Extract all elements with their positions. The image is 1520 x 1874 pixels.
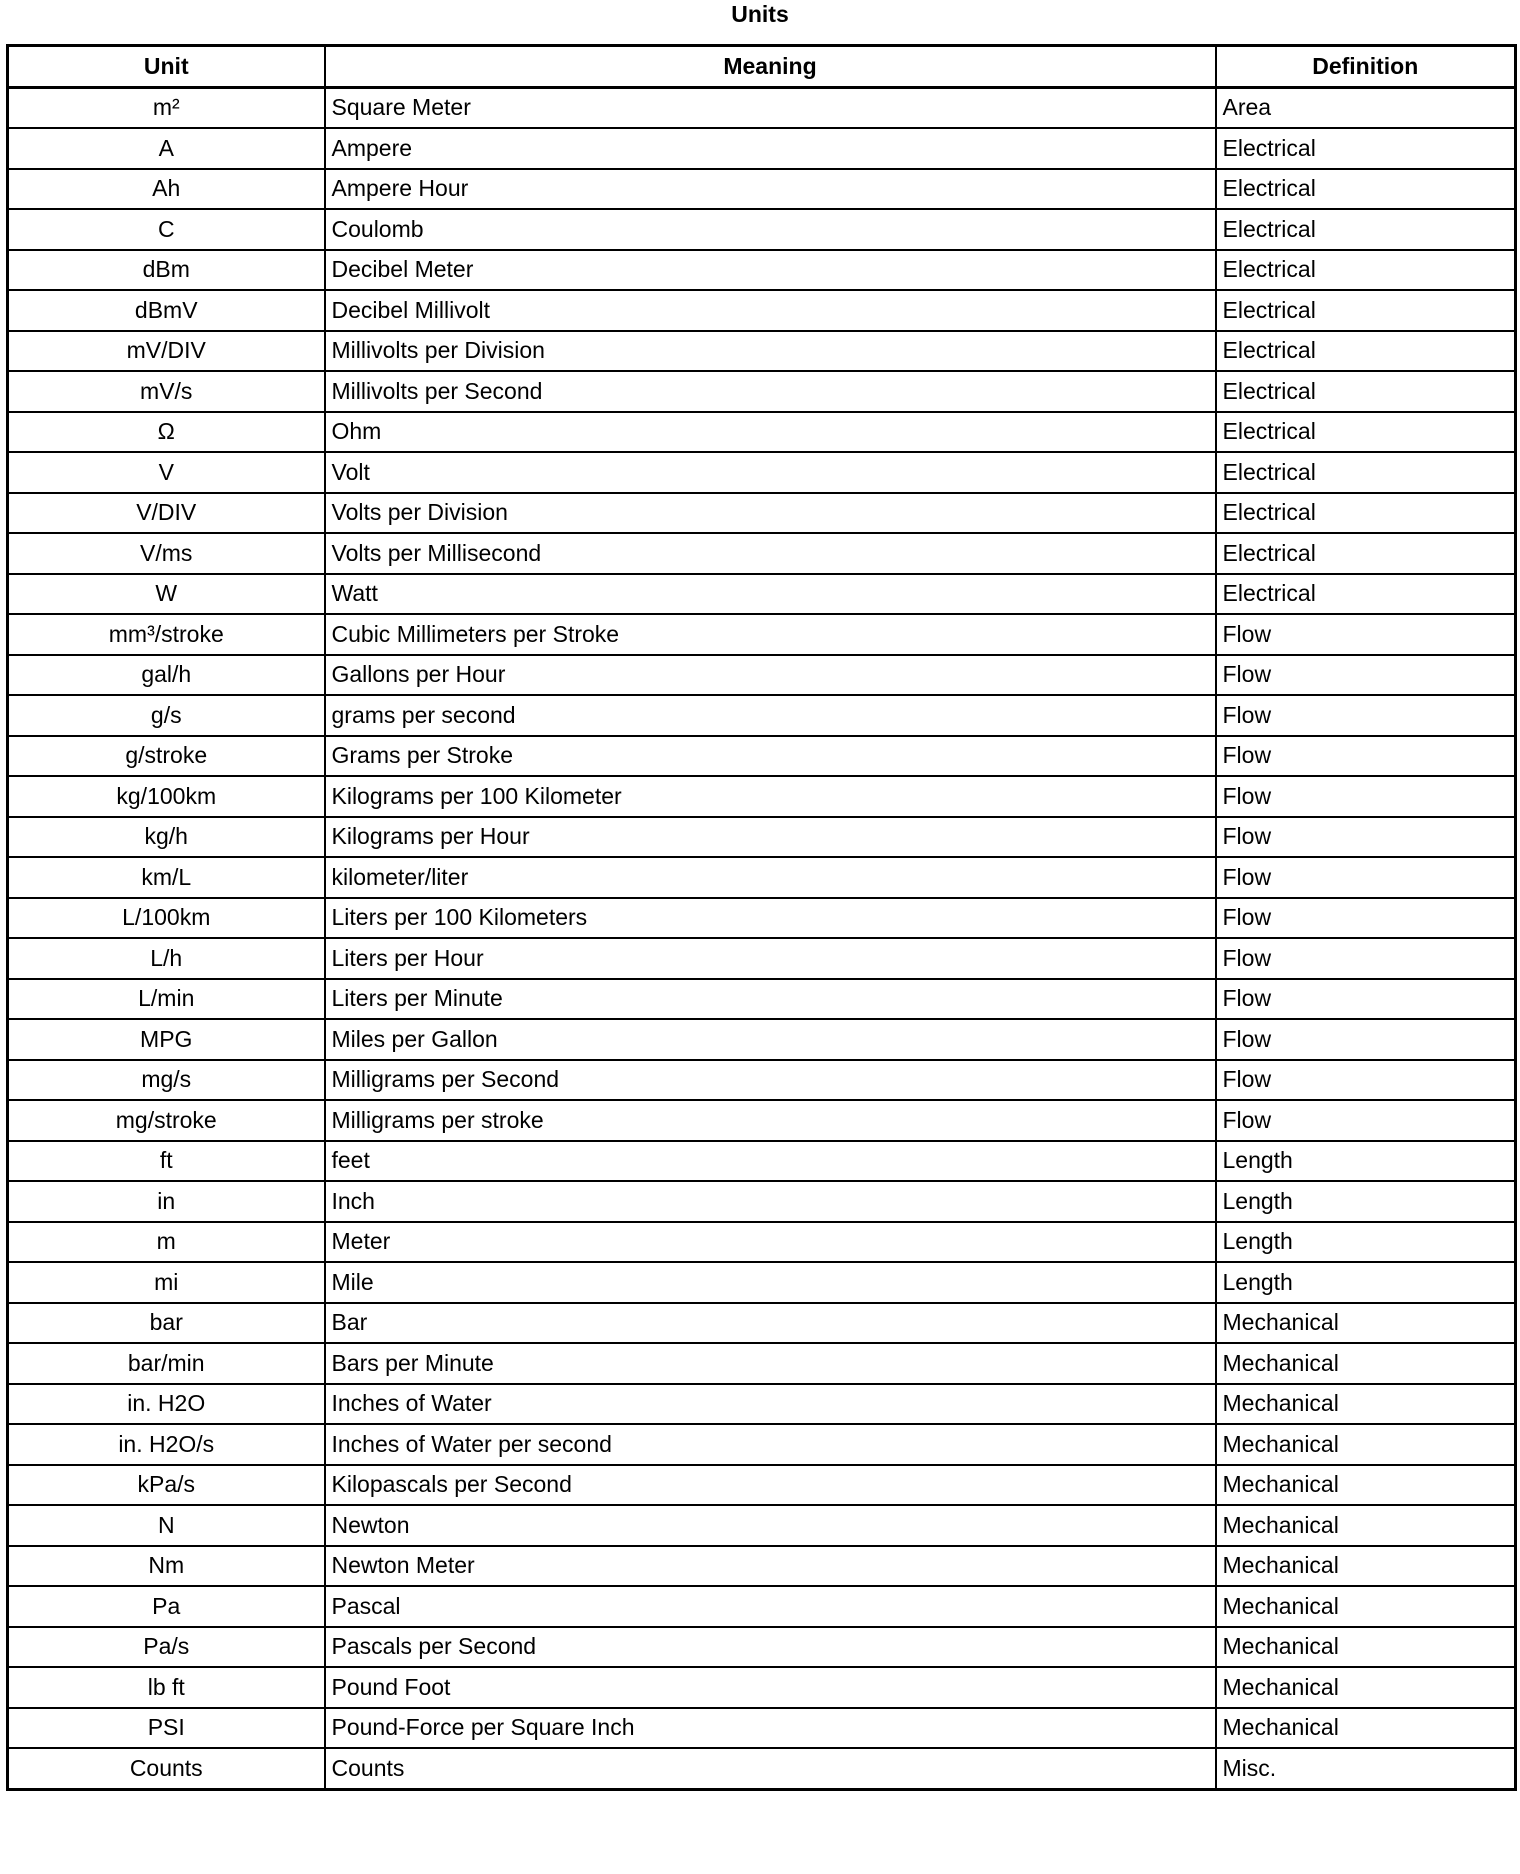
table-row [8, 128, 1516, 169]
unit-cell: m [8, 1222, 325, 1263]
unit-cell: m² [8, 87, 325, 128]
definition-cell: Flow [1216, 736, 1516, 777]
meaning-cell: Pascals per Second [325, 1627, 1216, 1668]
definition-cell: Mechanical [1216, 1546, 1516, 1587]
definition-cell: Flow [1216, 1060, 1516, 1101]
meaning-cell: Gallons per Hour [325, 655, 1216, 696]
unit-cell: lb ft [8, 1667, 325, 1708]
meaning-cell: Watt [325, 574, 1216, 615]
table-row [8, 817, 1516, 858]
unit-cell: gal/h [8, 655, 325, 696]
meaning-cell: Pound-Force per Square Inch [325, 1708, 1216, 1749]
table-row [8, 979, 1516, 1020]
table-row [8, 331, 1516, 372]
meaning-cell: Volt [325, 452, 1216, 493]
unit-cell: kg/h [8, 817, 325, 858]
definition-cell: Flow [1216, 655, 1516, 696]
table-row [8, 1343, 1516, 1384]
table-row [8, 574, 1516, 615]
unit-cell: mg/s [8, 1060, 325, 1101]
table-title: Units [731, 1, 789, 27]
table-row [8, 209, 1516, 250]
definition-cell: Flow [1216, 979, 1516, 1020]
definition-cell: Misc. [1216, 1748, 1516, 1789]
table-row [8, 1019, 1516, 1060]
table-row [8, 533, 1516, 574]
table-row [8, 1748, 1516, 1789]
meaning-cell: Counts [325, 1748, 1216, 1789]
table-row [8, 1181, 1516, 1222]
meaning-cell: Inches of Water [325, 1384, 1216, 1425]
definition-cell: Mechanical [1216, 1708, 1516, 1749]
unit-cell: mV/DIV [8, 331, 325, 372]
meaning-cell: Kilograms per Hour [325, 817, 1216, 858]
definition-cell: Flow [1216, 1100, 1516, 1141]
unit-cell: mV/s [8, 371, 325, 412]
meaning-cell: Kilograms per 100 Kilometer [325, 776, 1216, 817]
unit-cell: in. H2O/s [8, 1424, 325, 1465]
meaning-cell: Milligrams per Second [325, 1060, 1216, 1101]
unit-cell: in. H2O [8, 1384, 325, 1425]
definition-cell: Mechanical [1216, 1424, 1516, 1465]
meaning-cell: Liters per 100 Kilometers [325, 898, 1216, 939]
unit-cell: dBm [8, 250, 325, 291]
table-row [8, 1303, 1516, 1344]
meaning-cell: Ohm [325, 412, 1216, 453]
unit-cell: V/DIV [8, 493, 325, 534]
meaning-cell: Inches of Water per second [325, 1424, 1216, 1465]
table-row [8, 452, 1516, 493]
definition-cell: Electrical [1216, 250, 1516, 291]
unit-cell: mi [8, 1262, 325, 1303]
table-row [8, 1627, 1516, 1668]
table-row [8, 493, 1516, 534]
table-row [8, 857, 1516, 898]
meaning-cell: Millivolts per Second [325, 371, 1216, 412]
table-row [8, 1708, 1516, 1749]
unit-cell: Ω [8, 412, 325, 453]
unit-cell: dBmV [8, 290, 325, 331]
table-row [8, 898, 1516, 939]
meaning-cell: Bar [325, 1303, 1216, 1344]
unit-cell: W [8, 574, 325, 615]
definition-cell: Mechanical [1216, 1303, 1516, 1344]
definition-cell: Electrical [1216, 290, 1516, 331]
meaning-cell: Kilopascals per Second [325, 1465, 1216, 1506]
meaning-cell: Grams per Stroke [325, 736, 1216, 777]
header-row [8, 46, 1516, 88]
column-header-unit: Unit [8, 46, 325, 88]
table-row [8, 1505, 1516, 1546]
meaning-cell: Pound Foot [325, 1667, 1216, 1708]
unit-cell: bar/min [8, 1343, 325, 1384]
definition-cell: Length [1216, 1262, 1516, 1303]
definition-cell: Flow [1216, 776, 1516, 817]
meaning-cell: Liters per Hour [325, 938, 1216, 979]
units-table [6, 44, 1517, 1791]
meaning-cell: Bars per Minute [325, 1343, 1216, 1384]
definition-cell: Electrical [1216, 331, 1516, 372]
meaning-cell: Square Meter [325, 87, 1216, 128]
definition-cell: Electrical [1216, 169, 1516, 210]
table-row [8, 1546, 1516, 1587]
definition-cell: Mechanical [1216, 1627, 1516, 1668]
meaning-cell: Liters per Minute [325, 979, 1216, 1020]
meaning-cell: kilometer/liter [325, 857, 1216, 898]
meaning-cell: Newton [325, 1505, 1216, 1546]
meaning-cell: Millivolts per Division [325, 331, 1216, 372]
table-row [8, 87, 1516, 128]
unit-cell: ft [8, 1141, 325, 1182]
unit-cell: L/100km [8, 898, 325, 939]
table-row [8, 169, 1516, 210]
table-row [8, 1222, 1516, 1263]
table-row [8, 938, 1516, 979]
meaning-cell: feet [325, 1141, 1216, 1182]
unit-cell: in [8, 1181, 325, 1222]
definition-cell: Electrical [1216, 371, 1516, 412]
meaning-cell: Cubic Millimeters per Stroke [325, 614, 1216, 655]
definition-cell: Length [1216, 1181, 1516, 1222]
definition-cell: Flow [1216, 695, 1516, 736]
definition-cell: Length [1216, 1222, 1516, 1263]
unit-cell: PSI [8, 1708, 325, 1749]
definition-cell: Flow [1216, 898, 1516, 939]
definition-cell: Flow [1216, 938, 1516, 979]
table-row [8, 1100, 1516, 1141]
unit-cell: A [8, 128, 325, 169]
definition-cell: Electrical [1216, 412, 1516, 453]
meaning-cell: Meter [325, 1222, 1216, 1263]
meaning-cell: Ampere Hour [325, 169, 1216, 210]
meaning-cell: Inch [325, 1181, 1216, 1222]
definition-cell: Mechanical [1216, 1667, 1516, 1708]
table-row [8, 1424, 1516, 1465]
unit-cell: L/h [8, 938, 325, 979]
unit-cell: Counts [8, 1748, 325, 1789]
meaning-cell: Coulomb [325, 209, 1216, 250]
unit-cell: g/s [8, 695, 325, 736]
definition-cell: Flow [1216, 1019, 1516, 1060]
table-row [8, 1586, 1516, 1627]
unit-cell: V/ms [8, 533, 325, 574]
unit-cell: L/min [8, 979, 325, 1020]
definition-cell: Electrical [1216, 209, 1516, 250]
meaning-cell: Decibel Millivolt [325, 290, 1216, 331]
meaning-cell: Volts per Millisecond [325, 533, 1216, 574]
column-header-meaning: Meaning [325, 46, 1216, 88]
table-row [8, 614, 1516, 655]
table-row [8, 655, 1516, 696]
meaning-cell: Mile [325, 1262, 1216, 1303]
table-body [8, 87, 1516, 1789]
unit-cell: km/L [8, 857, 325, 898]
table-row [8, 776, 1516, 817]
unit-cell: V [8, 452, 325, 493]
column-header-definition: Definition [1216, 46, 1516, 88]
definition-cell: Electrical [1216, 574, 1516, 615]
table-row [8, 1060, 1516, 1101]
table-row [8, 1667, 1516, 1708]
meaning-cell: Newton Meter [325, 1546, 1216, 1587]
meaning-cell: Volts per Division [325, 493, 1216, 534]
definition-cell: Electrical [1216, 493, 1516, 534]
definition-cell: Electrical [1216, 128, 1516, 169]
definition-cell: Area [1216, 87, 1516, 128]
unit-cell: kPa/s [8, 1465, 325, 1506]
table-row [8, 1262, 1516, 1303]
meaning-cell: Ampere [325, 128, 1216, 169]
definition-cell: Flow [1216, 857, 1516, 898]
definition-cell: Mechanical [1216, 1505, 1516, 1546]
table-row [8, 1465, 1516, 1506]
meaning-cell: Miles per Gallon [325, 1019, 1216, 1060]
table-row [8, 371, 1516, 412]
table-row [8, 1384, 1516, 1425]
definition-cell: Mechanical [1216, 1384, 1516, 1425]
unit-cell: mg/stroke [8, 1100, 325, 1141]
definition-cell: Flow [1216, 817, 1516, 858]
table-row [8, 695, 1516, 736]
table-row [8, 290, 1516, 331]
table-row [8, 412, 1516, 453]
definition-cell: Flow [1216, 614, 1516, 655]
unit-cell: Nm [8, 1546, 325, 1587]
unit-cell: Pa/s [8, 1627, 325, 1668]
definition-cell: Electrical [1216, 452, 1516, 493]
table-row [8, 250, 1516, 291]
unit-cell: MPG [8, 1019, 325, 1060]
meaning-cell: Decibel Meter [325, 250, 1216, 291]
unit-cell: Pa [8, 1586, 325, 1627]
unit-cell: g/stroke [8, 736, 325, 777]
meaning-cell: grams per second [325, 695, 1216, 736]
unit-cell: mm³/stroke [8, 614, 325, 655]
definition-cell: Mechanical [1216, 1465, 1516, 1506]
table-row [8, 736, 1516, 777]
unit-cell: N [8, 1505, 325, 1546]
definition-cell: Electrical [1216, 533, 1516, 574]
unit-cell: Ah [8, 169, 325, 210]
unit-cell: kg/100km [8, 776, 325, 817]
unit-cell: bar [8, 1303, 325, 1344]
unit-cell: C [8, 209, 325, 250]
definition-cell: Mechanical [1216, 1343, 1516, 1384]
meaning-cell: Milligrams per stroke [325, 1100, 1216, 1141]
table-row [8, 1141, 1516, 1182]
definition-cell: Length [1216, 1141, 1516, 1182]
definition-cell: Mechanical [1216, 1586, 1516, 1627]
meaning-cell: Pascal [325, 1586, 1216, 1627]
